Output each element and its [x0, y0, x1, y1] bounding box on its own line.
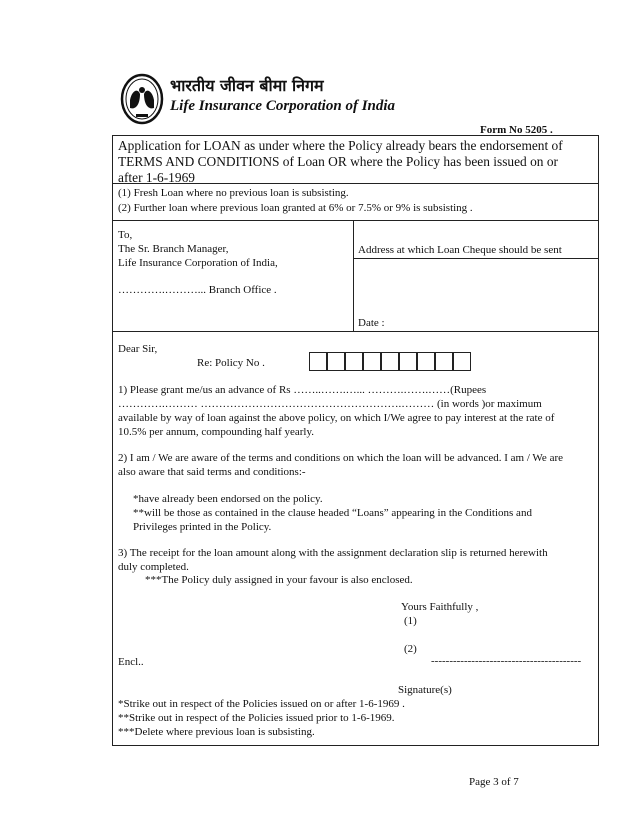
closing-text: Yours Faithfully , [401, 601, 479, 613]
policy-no-label: Re: Policy No . [197, 357, 265, 369]
policy-digit-box[interactable] [381, 352, 399, 371]
divider [113, 220, 598, 221]
divider [113, 331, 598, 332]
logo-hindi-text: भारतीय जीवन बीमा निगम [170, 76, 324, 95]
cheque-address-label: Address at which Loan Cheque should be sent [358, 244, 562, 256]
further-loan-option: (2) Further loan where previous loan granted at 6% or 7.5% or 9% is subsisting . [118, 202, 473, 214]
policy-digit-box[interactable] [435, 352, 453, 371]
footnote: ***Delete where previous loan is subsisting. [118, 726, 315, 738]
policy-digit-box[interactable] [417, 352, 435, 371]
title-line: after 1-6-1969 [118, 170, 195, 185]
signature-1-label: (1) [404, 615, 417, 627]
column-divider [353, 220, 354, 331]
form-number: Form No 5205 . [480, 124, 553, 136]
branch-office-field[interactable]: ………….………... Branch Office . [118, 284, 277, 296]
policy-digit-box[interactable] [309, 352, 327, 371]
signature-line[interactable]: ----------------------------------------- [431, 655, 582, 667]
terms-awareness-line: also aware that said terms and conditions:- [118, 466, 306, 478]
fresh-loan-option: (1) Fresh Loan where no previous loan is subsisting. [118, 187, 349, 199]
policy-digit-box[interactable] [327, 352, 345, 371]
footnote: **Strike out in respect of the Policies issued prior to 1-6-1969. [118, 712, 395, 724]
logo-english-text: Life Insurance Corporation of India [170, 98, 396, 114]
salutation: Dear Sir, [118, 343, 158, 355]
policy-digit-box[interactable] [345, 352, 363, 371]
date-field-label: Date : [358, 317, 385, 329]
footnote: *Strike out in respect of the Policies issued on or after 1-6-1969 . [118, 698, 405, 710]
terms-awareness-line: 2) I am / We are aware of the terms and conditions on which the loan will be advanced. I am / We are [118, 452, 563, 464]
policy-digit-box[interactable] [363, 352, 381, 371]
receipt-line: 3) The receipt for the loan amount along with the assignment declaration slip is returned herewith [118, 547, 548, 559]
signature-label: Signature(s) [398, 684, 452, 696]
title-line: TERMS AND CONDITIONS of Loan OR where the Policy has been issued on or [118, 154, 558, 169]
lic-logo [118, 70, 396, 128]
corporation-label: Life Insurance Corporation of India, [118, 257, 278, 269]
enclosures-label: Encl.. [118, 656, 144, 668]
manager-label: The Sr. Branch Manager, [118, 243, 229, 255]
receipt-line: duly completed. [118, 561, 189, 573]
terms-option-clause: **will be those as contained in the clause headed “Loans” appearing in the Conditions and [133, 507, 532, 519]
advance-words-line: ………….……… ……………………………………………….……… (in words )or maximum [118, 398, 542, 410]
advance-request-line: 1) Please grant me/us an advance of Rs ……..…….…... ……….…….……(Rupees [118, 384, 487, 396]
advance-interest-line: available by way of loan against the above policy, on which I/We agree to pay interest at the rate of [118, 412, 555, 424]
cheque-address-field[interactable] [355, 259, 595, 314]
signature-2-label: (2) [404, 643, 417, 655]
to-label: To, [118, 229, 133, 241]
terms-option-clause: Privileges printed in the Policy. [133, 521, 272, 533]
terms-option-endorsed: *have already been endorsed on the policy. [133, 493, 323, 505]
title-line: Application for LOAN as under where the Policy already bears the endorsement of [118, 138, 563, 153]
advance-rate-line: 10.5% per annum, compounding half yearly. [118, 426, 315, 438]
assignment-line: ***The Policy duly assigned in your favour is also enclosed. [145, 574, 413, 586]
policy-digit-box[interactable] [399, 352, 417, 371]
form-title [118, 138, 593, 186]
policy-digit-box[interactable] [453, 352, 471, 371]
page-number: Page 3 of 7 [469, 776, 519, 788]
